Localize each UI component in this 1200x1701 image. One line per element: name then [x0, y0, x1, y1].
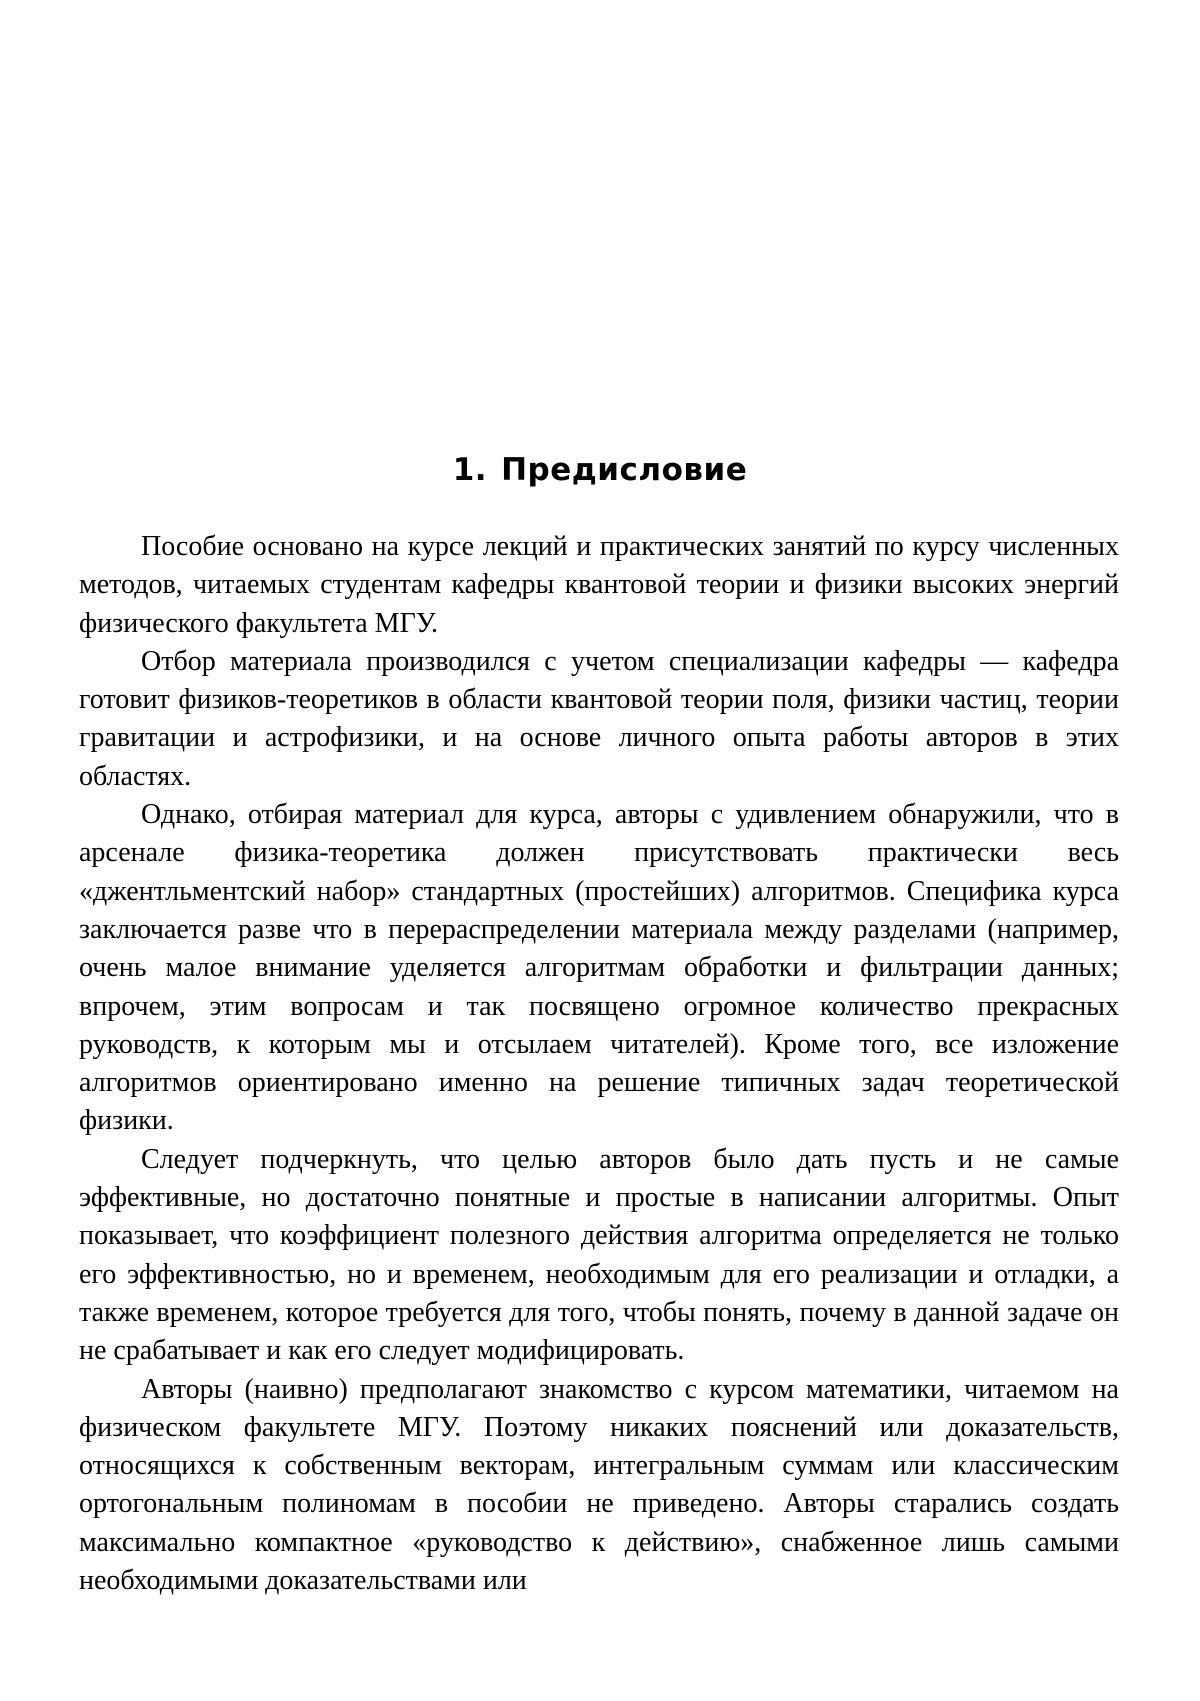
paragraph: Следует подчеркнуть, что целью авторов было дать пусть и не самые эффективные, но достаточно понятные и простые в написании алгоритмы. Опыт показывает, что коэффициент полезного действия алгоритма опреде­ляется не только его эффективностью, но и временем, необходимым для его реализации и отладки, а также временем, которое требуется для того, чтобы понять, почему в данной задаче он не срабатывает и как его следует модифицировать.: [79, 1141, 1119, 1371]
body-text: [79, 528, 1119, 1600]
paragraph: Отбор материала производился с учетом специализации кафедры — кафедра готовит физиков-теоретиков в области квантовой теории поля, фи­зики частиц, теории гравитации и астрофизики, и на основе личного опыта работы авторов в этих областях.: [79, 643, 1119, 796]
chapter-number: 1.: [453, 452, 487, 488]
paragraph: Авторы (наивно) предполагают знакомство с курсом математики, чи­таемом на физическом факультете МГУ. Поэтому никаких пояснений или доказательств, относящихся к собственным векторам, интегральным сум­мам или классическим ортогональным полиномам в пособии не приведено. Авторы старались создать максимально компактное «руководство к дей­ствию», снабженное лишь самыми необходимыми доказательствами или: [79, 1371, 1119, 1601]
book-page: [0, 0, 1200, 1701]
paragraph: Пособие основано на курсе лекций и практических занятий по кур­су численных методов, читаемых студентам кафедры квантовой теории и физики высоких энергий физического факультета МГУ.: [79, 528, 1119, 643]
chapter-heading: [0, 452, 1200, 488]
chapter-title: Предисловие: [501, 452, 747, 488]
paragraph: Однако, отбирая материал для курса, авторы с удивлением обнаружили, что в арсенале физика-теоретика должен присутствовать практически весь «джентльментский набор» стандартных (простейших) алгоритмов. Специ­фика курса заключается разве что в перераспределении материала между разделами (например, очень малое внимание уделяется алгоритмам обра­ботки и фильтрации данных; впрочем, этим вопросам и так посвящено огромное количество прекрасных руководств, к которым мы и отсылаем читателей). Кроме того, все изложение алгоритмов ориентировано именно на решение типичных задач теоретической физики.: [79, 796, 1119, 1141]
